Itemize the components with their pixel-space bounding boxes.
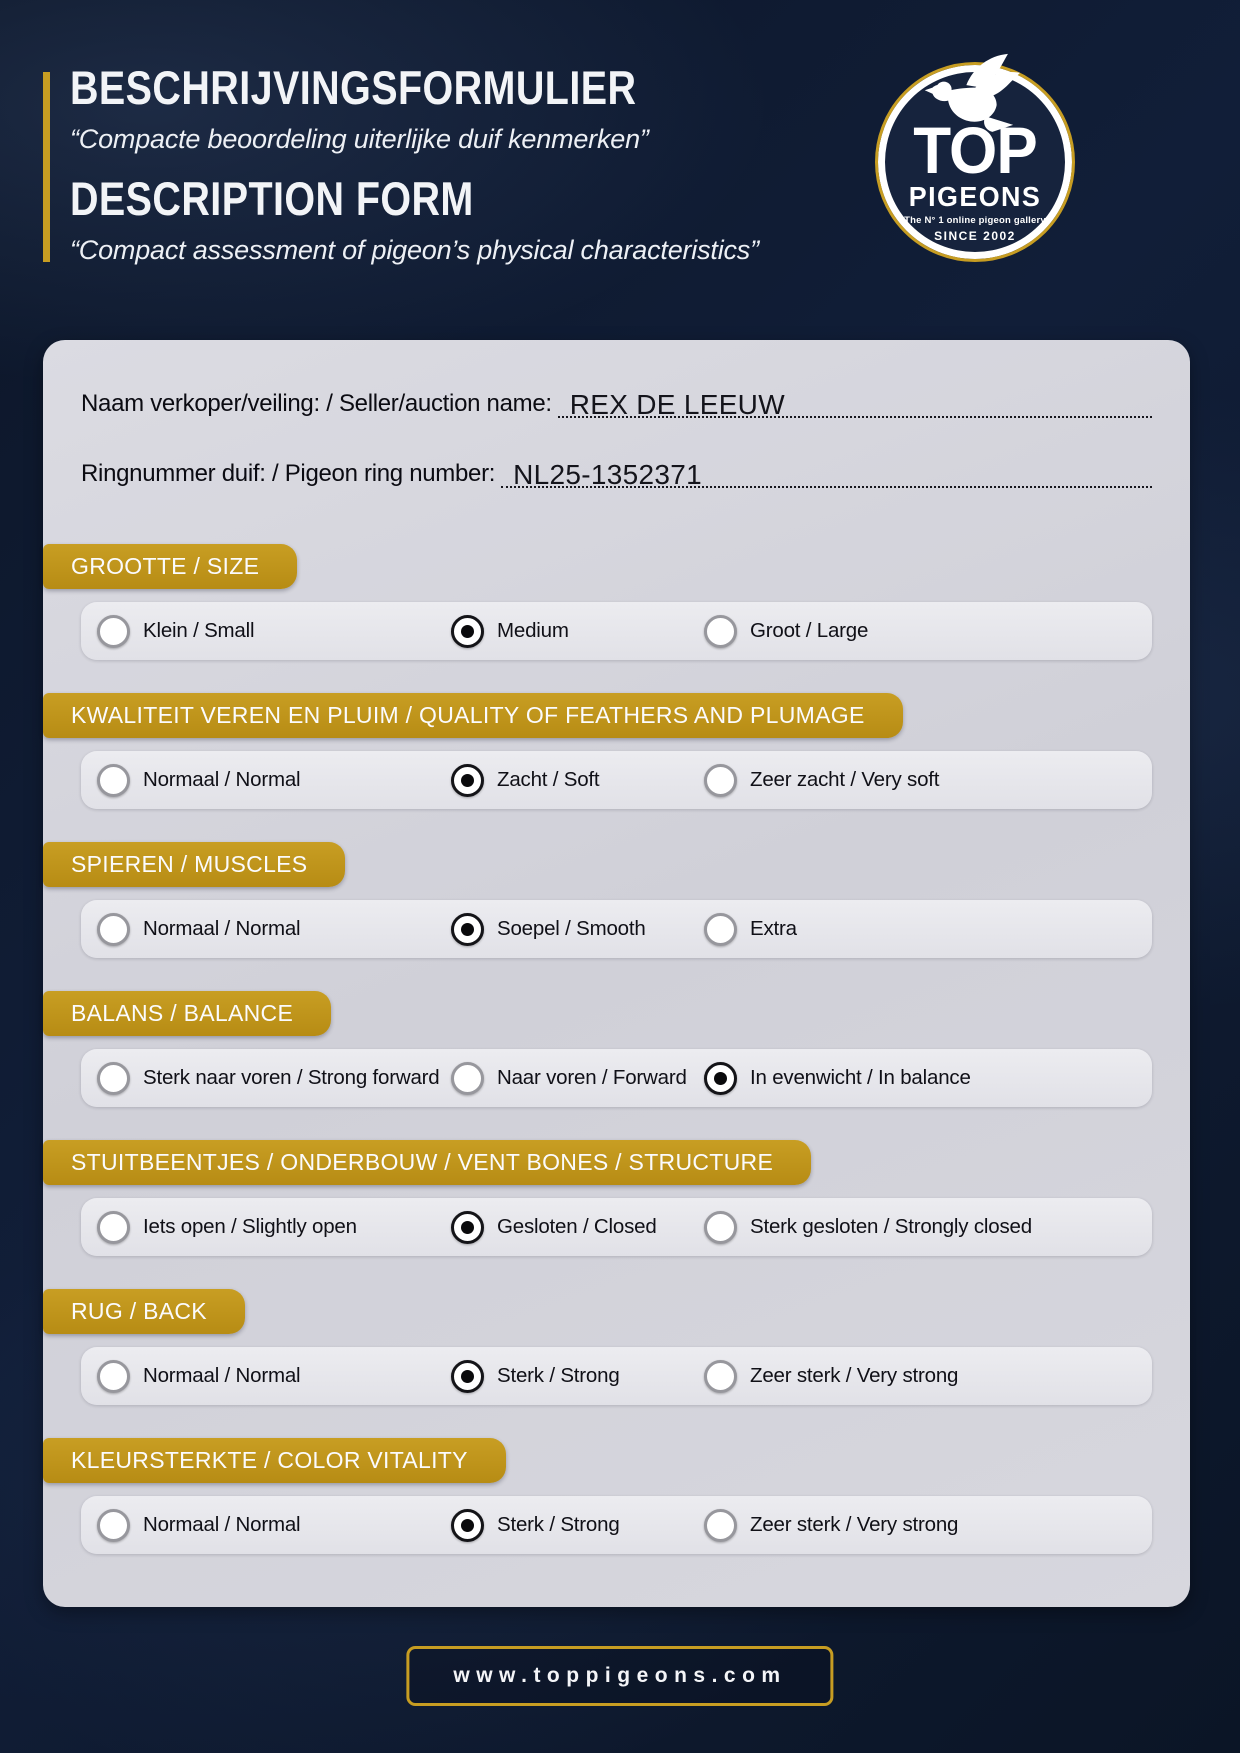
radio-icon[interactable] <box>451 615 484 648</box>
option-row <box>81 602 1152 660</box>
seller-name-input[interactable] <box>558 388 1152 418</box>
logo-word-pigeons: PIGEONS <box>908 181 1042 212</box>
section-stuitbeentjes-structure <box>71 1140 1152 1256</box>
section-header-badge: STUITBEENTJES / ONDERBOUW / VENT BONES / STRUCTURE <box>43 1140 811 1185</box>
option-in-evenwicht-in-balance[interactable]: In evenwicht / In balance <box>704 1062 1142 1095</box>
option-zeer-zacht-very-soft[interactable]: Zeer zacht / Very soft <box>704 764 1142 797</box>
option-normaal-normal[interactable]: Normaal / Normal <box>97 764 451 797</box>
option-sterk-naar-voren-strong-forward[interactable]: Sterk naar voren / Strong forward <box>97 1062 451 1095</box>
section-header-badge: KLEURSTERKTE / COLOR VITALITY <box>43 1438 506 1483</box>
option-row <box>81 1049 1152 1107</box>
section-grootte-size <box>71 544 1152 660</box>
option-row <box>81 900 1152 958</box>
section-header-badge: BALANS / BALANCE <box>43 991 331 1036</box>
footer-badge <box>406 1646 833 1706</box>
ring-number-value: NL25-1352371 <box>513 459 703 490</box>
radio-icon[interactable] <box>97 764 130 797</box>
radio-icon[interactable] <box>451 913 484 946</box>
section-header-badge: GROOTTE / SIZE <box>43 544 297 589</box>
section-kleursterkte-color-vitality <box>71 1438 1152 1554</box>
radio-icon[interactable] <box>451 764 484 797</box>
radio-icon[interactable] <box>97 1062 130 1095</box>
option-row <box>81 1347 1152 1405</box>
option-extra[interactable]: Extra <box>704 913 1142 946</box>
seller-name-label: Naam verkoper/veiling: / Seller/auction name: <box>81 390 552 417</box>
radio-icon[interactable] <box>97 1211 130 1244</box>
option-row <box>81 751 1152 809</box>
seller-name-field <box>81 388 1152 418</box>
radio-icon[interactable] <box>451 1062 484 1095</box>
section-spieren-muscles <box>71 842 1152 958</box>
radio-icon[interactable] <box>451 1509 484 1542</box>
radio-icon[interactable] <box>704 913 737 946</box>
seller-name-value: REX DE LEEUW <box>569 389 785 420</box>
option-groot-large[interactable]: Groot / Large <box>704 615 1142 648</box>
option-medium[interactable]: Medium <box>451 615 704 648</box>
section-rug-back <box>71 1289 1152 1405</box>
logo-word-top: TOP <box>913 113 1037 187</box>
radio-icon[interactable] <box>704 1062 737 1095</box>
option-zeer-sterk-very-strong[interactable]: Zeer sterk / Very strong <box>704 1509 1142 1542</box>
radio-icon[interactable] <box>704 1509 737 1542</box>
page-header <box>43 61 759 266</box>
option-row <box>81 1496 1152 1554</box>
radio-icon[interactable] <box>97 1360 130 1393</box>
radio-icon[interactable] <box>704 1211 737 1244</box>
option-normaal-normal[interactable]: Normaal / Normal <box>97 1360 451 1393</box>
option-iets-open-slightly-open[interactable]: Iets open / Slightly open <box>97 1211 451 1244</box>
section-header-badge: SPIEREN / MUSCLES <box>43 842 345 887</box>
option-naar-voren-forward[interactable]: Naar voren / Forward <box>451 1062 704 1095</box>
radio-icon[interactable] <box>704 1360 737 1393</box>
option-normaal-normal[interactable]: Normaal / Normal <box>97 1509 451 1542</box>
section-kwaliteit-veren <box>71 693 1152 809</box>
option-sterk-strong[interactable]: Sterk / Strong <box>451 1360 704 1393</box>
radio-icon[interactable] <box>704 615 737 648</box>
subtitle-english: “Compact assessment of pigeon’s physical characteristics” <box>70 234 759 265</box>
section-header-badge: RUG / BACK <box>43 1289 245 1334</box>
radio-icon[interactable] <box>97 1509 130 1542</box>
option-zacht-soft[interactable]: Zacht / Soft <box>451 764 704 797</box>
option-zeer-sterk-very-strong[interactable]: Zeer sterk / Very strong <box>704 1360 1142 1393</box>
ring-number-input[interactable] <box>501 458 1152 488</box>
option-klein-small[interactable]: Klein / Small <box>97 615 451 648</box>
logo-since-label: SINCE 2002 <box>934 229 1016 243</box>
section-balans-balance <box>71 991 1152 1107</box>
form-card <box>43 340 1190 1607</box>
logo-tagline: The N° 1 online pigeon gallery <box>904 215 1046 226</box>
option-gesloten-closed[interactable]: Gesloten / Closed <box>451 1211 704 1244</box>
radio-icon[interactable] <box>97 615 130 648</box>
radio-icon[interactable] <box>451 1360 484 1393</box>
section-header-badge: KWALITEIT VEREN EN PLUIM / QUALITY OF FEATHERS AND PLUMAGE <box>43 693 903 738</box>
website-link[interactable]: www.toppigeons.com <box>453 1664 787 1687</box>
option-sterk-strong[interactable]: Sterk / Strong <box>451 1509 704 1542</box>
option-normaal-normal[interactable]: Normaal / Normal <box>97 913 451 946</box>
radio-icon[interactable] <box>704 764 737 797</box>
ring-number-label: Ringnummer duif: / Pigeon ring number: <box>81 460 496 487</box>
title-english: DESCRIPTION FORM <box>70 171 474 225</box>
top-pigeons-logo <box>875 62 1075 262</box>
radio-icon[interactable] <box>451 1211 484 1244</box>
subtitle-dutch: “Compacte beoordeling uiterlijke duif kenmerken” <box>70 123 649 154</box>
ring-number-field <box>81 458 1152 488</box>
option-row <box>81 1198 1152 1256</box>
radio-icon[interactable] <box>97 913 130 946</box>
option-sterk-gesloten-strongly-closed[interactable]: Sterk gesloten / Strongly closed <box>704 1211 1142 1244</box>
option-soepel-smooth[interactable]: Soepel / Smooth <box>451 913 704 946</box>
title-dutch: BESCHRIJVINGSFORMULIER <box>70 61 637 114</box>
